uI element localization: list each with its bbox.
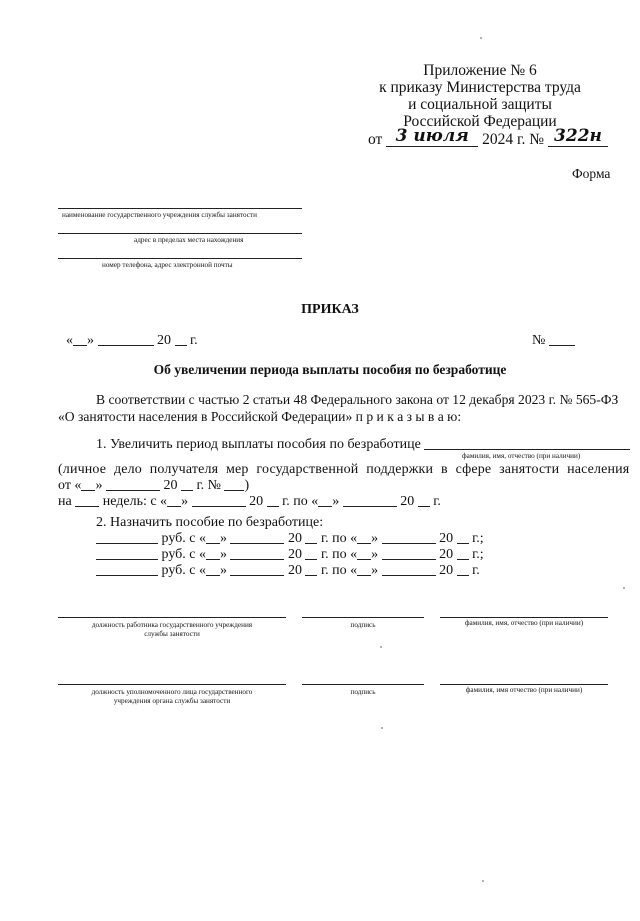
r1-day1 [206, 531, 220, 544]
l4-year1 [267, 494, 279, 507]
scan-speck [623, 587, 625, 589]
r1-year1 [305, 531, 317, 544]
r1-from: руб. с « [161, 531, 206, 546]
preamble-line-2: «О занятости населения в Российской Федерации» п р и к а з ы в а ю: [58, 409, 462, 424]
r2-day2 [357, 547, 371, 560]
r3-yr2: 20 [439, 563, 454, 578]
l4-yr1: 20 [249, 494, 264, 509]
l4-end: г. [433, 494, 441, 509]
l4-q1: » [181, 494, 189, 509]
sig1-name-line [440, 617, 608, 618]
l3-day [81, 478, 95, 491]
l3-close: ) [244, 478, 250, 493]
l3-month [106, 478, 160, 491]
l3-year [181, 478, 193, 491]
r2-year2 [457, 547, 469, 560]
r3-year2 [457, 563, 469, 576]
r2-amount [96, 547, 158, 560]
year-blank [175, 333, 187, 346]
address-caption: адрес в пределах места нахождения [134, 236, 244, 244]
benefit-row-3 [96, 563, 480, 579]
appendix-line-federation: Российской Федерации [403, 113, 557, 130]
l4-to: г. по « [282, 494, 319, 509]
number-sign: № [532, 333, 546, 348]
sig2-position-caption: должность уполномоченного лица государственного [91, 688, 253, 696]
quote-open: « [66, 333, 73, 348]
r1-month1 [230, 531, 284, 544]
sig1-position-caption: должность работника государственного учреждения [91, 621, 253, 629]
l3-from: от « [58, 478, 82, 493]
day-blank [73, 333, 87, 346]
number-field [548, 126, 608, 147]
item2-text: 2. Назначить пособие по безработице: [96, 515, 324, 530]
l4-q2: » [332, 494, 340, 509]
sig2-sign-caption: подпись [350, 688, 376, 696]
scan-speck [381, 727, 383, 729]
appendix-line-ministry: к приказу Министерства труда [379, 79, 581, 96]
scan-speck [380, 646, 382, 648]
handwritten-date: 3 июля [395, 126, 469, 146]
appendix-title: Приложение № 6 [423, 62, 537, 79]
document-title: ПРИКАЗ [301, 302, 359, 317]
l3-num: г. № [196, 478, 221, 493]
r2-month1 [230, 547, 284, 560]
l3-q: » [95, 478, 103, 493]
l4-month1 [192, 494, 246, 507]
year-prefix: 20 [157, 333, 171, 348]
scan-speck [482, 880, 484, 882]
month-blank [98, 333, 154, 346]
r1-month2 [382, 531, 436, 544]
r3-day1 [206, 563, 220, 576]
r2-q2: » [371, 547, 379, 562]
item1-line-2: (личное дело получателя мер государственной поддержки в сфере занятости населения [58, 462, 630, 477]
r3-from: руб. с « [161, 563, 206, 578]
r3-year1 [305, 563, 317, 576]
r1-to: г. по « [320, 531, 358, 546]
sig1-sign-line [302, 617, 424, 618]
number-blank [549, 333, 575, 346]
address-line [58, 233, 302, 234]
r1-q1: » [219, 531, 227, 546]
item1-label: 1. Увеличить период выплаты пособия по безработице [96, 437, 421, 452]
item1-line-4 [58, 494, 441, 510]
recipient-name-blank [424, 437, 630, 450]
sig2-name-line [440, 684, 608, 685]
sig2-position-line [58, 684, 286, 685]
item1-line-3 [58, 478, 249, 494]
l3-number [224, 478, 244, 491]
r2-year1 [305, 547, 317, 560]
sig2-position-caption-2: учреждения органа службы занятости [113, 697, 231, 705]
r3-q1: » [219, 563, 227, 578]
recipient-name-caption: фамилия, имя, отчество (при наличии) [462, 452, 581, 460]
institution-line [58, 208, 302, 209]
appendix-date [368, 126, 608, 148]
r3-to: г. по « [320, 563, 358, 578]
l4-on: на [58, 494, 72, 509]
r1-year2 [457, 531, 469, 544]
benefit-row-2 [96, 547, 484, 563]
sig1-position-caption-2: службы занятости [144, 630, 200, 638]
l4-month2 [343, 494, 397, 507]
date-prefix: от [368, 131, 383, 148]
item1-text [96, 437, 630, 453]
handwritten-number: 322н [554, 126, 602, 146]
r3-month1 [230, 563, 284, 576]
r2-yr2: 20 [439, 547, 454, 562]
r2-day1 [206, 547, 220, 560]
r1-amount [96, 531, 158, 544]
r2-from: руб. с « [161, 547, 206, 562]
r2-q1: » [219, 547, 227, 562]
appendix-line-social: и социальной защиты [408, 96, 552, 113]
date-mid: 2024 г. № [482, 131, 545, 148]
scan-speck [480, 37, 482, 39]
r1-yr2: 20 [439, 531, 454, 546]
r3-month2 [382, 563, 436, 576]
l4-from: недель: с « [102, 494, 168, 509]
l4-day2 [318, 494, 332, 507]
r3-end: г. [472, 563, 480, 578]
order-subject: Об увеличении периода выплаты пособия по безработице [153, 362, 507, 377]
sig1-position-line [58, 617, 286, 618]
contacts-line [58, 258, 302, 259]
order-date-line [66, 333, 198, 349]
sig1-name-caption: фамилия, имя, отчество (при наличии) [464, 619, 584, 627]
sig2-sign-line [302, 684, 424, 685]
r3-q2: » [371, 563, 379, 578]
r2-month2 [382, 547, 436, 560]
year-suffix: г. [190, 333, 198, 348]
r2-end: г.; [472, 547, 484, 562]
r1-q2: » [371, 531, 379, 546]
benefit-row-1 [96, 531, 484, 547]
form-label: Форма [572, 166, 611, 181]
r1-end: г.; [472, 531, 484, 546]
r2-to: г. по « [320, 547, 358, 562]
r1-yr1: 20 [287, 531, 302, 546]
r3-amount [96, 563, 158, 576]
institution-caption: наименование государственного учреждения службы занятости [62, 211, 257, 219]
l3-yr: 20 [163, 478, 178, 493]
r1-day2 [357, 531, 371, 544]
sig2-name-caption: фамилия, имя отчество (при наличии) [465, 686, 583, 694]
r3-day2 [357, 563, 371, 576]
l4-day1 [167, 494, 181, 507]
l4-year2 [418, 494, 430, 507]
r3-yr1: 20 [287, 563, 302, 578]
l4-yr2: 20 [400, 494, 415, 509]
quote-close: » [87, 333, 94, 348]
order-number [532, 333, 575, 349]
preamble-line-1: В соответствии с частью 2 статьи 48 Федерального закона от 12 декабря 2023 г. № 565-ФЗ [96, 392, 619, 407]
contacts-caption: номер телефона, адрес электронной почты [102, 261, 233, 269]
r2-yr1: 20 [287, 547, 302, 562]
date-field [386, 126, 478, 147]
l4-weeks [75, 494, 99, 507]
sig1-sign-caption: подпись [350, 621, 376, 629]
